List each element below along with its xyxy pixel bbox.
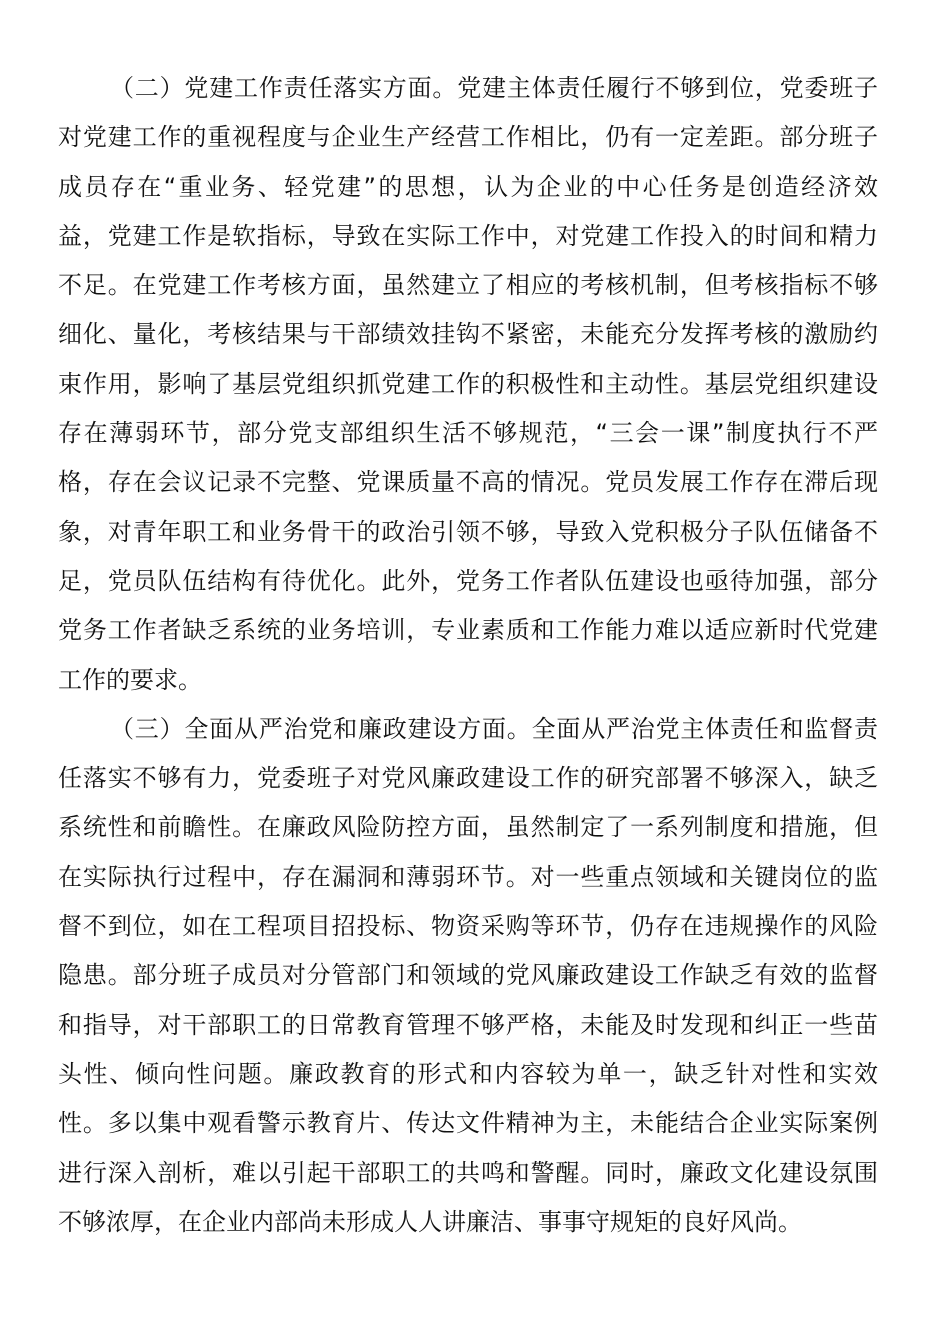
text-line: （二）党建工作责任落实方面。党建主体责任履行不够到位，党委班子 (110, 74, 878, 102)
text-line: 益，党建工作是软指标，导致在实际工作中，对党建工作投入的时间和精力 (58, 221, 878, 250)
text-line: 束作用，影响了基层党组织抓党建工作的积极性和主动性。基层党组织建设 (58, 369, 878, 398)
text-line: 系统性和前瞻性。在廉政风险防控方面，虽然制定了一系列制度和措施，但 (58, 813, 878, 842)
text-line: 象，对青年职工和业务骨干的政治引领不够，导致入党积极分子队伍储备不 (58, 517, 878, 546)
text-line: 督不到位，如在工程项目招投标、物资采购等环节，仍存在违规操作的风险 (58, 912, 878, 941)
text-line: 不够浓厚，在企业内部尚未形成人人讲廉洁、事事守规矩的良好风尚。 (58, 1207, 802, 1236)
text-line: 在实际执行过程中，存在漏洞和薄弱环节。对一些重点领域和关键岗位的监 (58, 862, 878, 891)
text-line: 和指导，对干部职工的日常教育管理不够严格，未能及时发现和纠正一些苗 (58, 1010, 878, 1039)
text-line: 格，存在会议记录不完整、党课质量不高的情况。党员发展工作存在滞后现 (58, 468, 878, 497)
paragraph-strict-governance-integrity (58, 705, 878, 1247)
text-line: 性。多以集中观看警示教育片、传达文件精神为主，未能结合企业实际案例 (58, 1109, 878, 1138)
text-line: 细化、量化，考核结果与干部绩效挂钩不紧密，未能充分发挥考核的激励约 (58, 320, 878, 349)
document-body (58, 64, 878, 1247)
text-line: 对党建工作的重视程度与企业生产经营工作相比，仍有一定差距。部分班子 (58, 123, 878, 152)
text-line: （三）全面从严治党和廉政建设方面。全面从严治党主体责任和监督责 (110, 714, 878, 743)
text-line: 头性、倾向性问题。廉政教育的形式和内容较为单一，缺乏针对性和实效 (58, 1059, 878, 1088)
text-line: 工作的要求。 (58, 665, 202, 694)
text-line: 任落实不够有力，党委班子对党风廉政建设工作的研究部署不够深入，缺乏 (58, 764, 878, 793)
text-line: 存在薄弱环节，部分党支部组织生活不够规范，“三会一课”制度执行不严 (58, 419, 878, 448)
text-line: 党务工作者缺乏系统的业务培训，专业素质和工作能力难以适应新时代党建 (58, 616, 878, 645)
paragraph-party-building-responsibility (58, 64, 878, 705)
text-line: 隐患。部分班子成员对分管部门和领域的党风廉政建设工作缺乏有效的监督 (58, 961, 878, 990)
text-line: 足，党员队伍结构有待优化。此外，党务工作者队伍建设也亟待加强，部分 (58, 566, 878, 595)
text-line: 进行深入剖析，难以引起干部职工的共鸣和警醒。同时，廉政文化建设氛围 (58, 1158, 878, 1187)
text-line: 成员存在“重业务、轻党建”的思想，认为企业的中心任务是创造经济效 (58, 172, 878, 201)
text-line: 不足。在党建工作考核方面，虽然建立了相应的考核机制，但考核指标不够 (58, 271, 878, 300)
